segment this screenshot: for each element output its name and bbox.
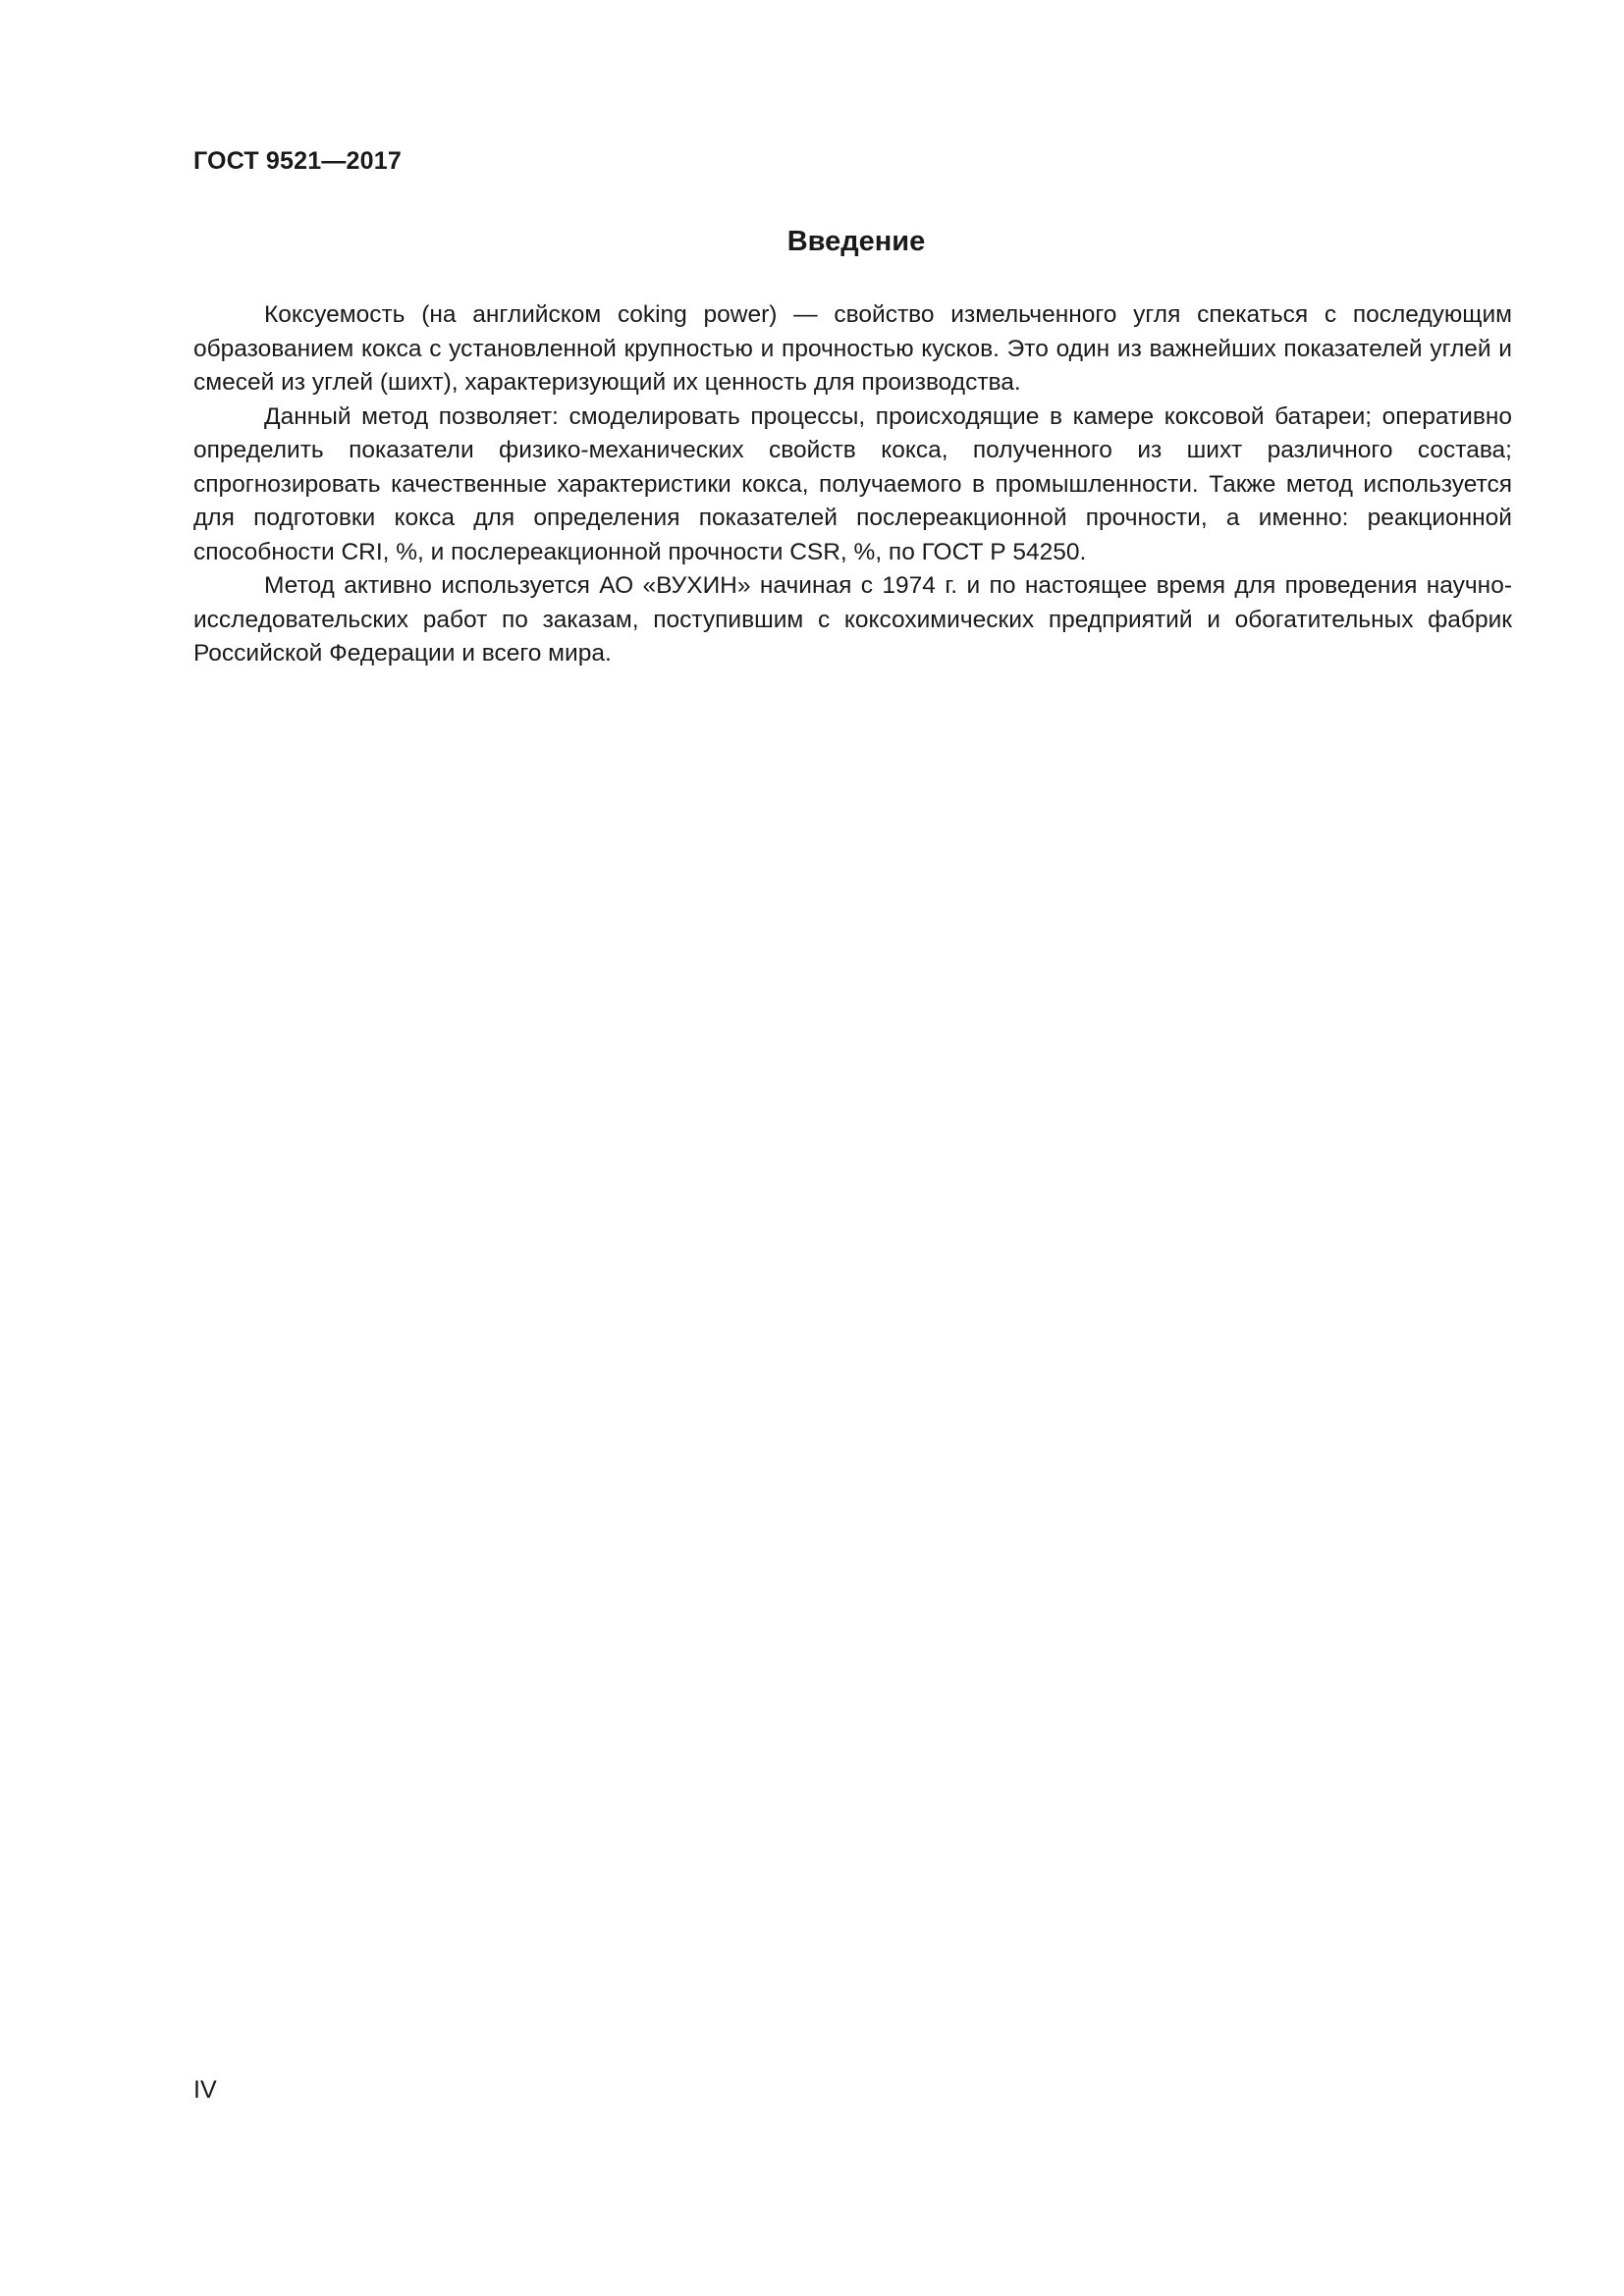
paragraph: Метод активно используется АО «ВУХИН» начиная с 1974 г. и по настоящее время для проведения научно-исследовательских работ по заказам, поступившим с коксохимических предприятий и обогатительных фабрик Российской Федерации и всего мира. <box>193 572 1512 667</box>
page-number: IV <box>193 2076 217 2104</box>
section-title: Введение <box>786 226 926 257</box>
body-text <box>193 298 1512 671</box>
paragraph: Данный метод позволяет: смоделировать процессы, происходящие в камере коксовой батареи; оперативно определить показатели физико-механических свойств кокса, полученного из шихт различного состава; спрогнозировать качественные характеристики кокса, получаемого в промышленности. Также метод используется для подготовки кокса для определения показателей послереакционной прочности, а именно: реакционной способности CRI, %, и послереакционной прочности CSR, %, по ГОСТ Р 54250. <box>193 402 1512 565</box>
paragraph: Коксуемость (на английском coking power) — свойство измельченного угля спекаться с последующим образованием кокса с установленной крупностью и прочностью кусков. Это один из важнейших показателей углей и смесей из углей (шихт), характеризующий их ценность для производства. <box>193 301 1512 396</box>
document-header: ГОСТ 9521—2017 <box>193 147 402 175</box>
